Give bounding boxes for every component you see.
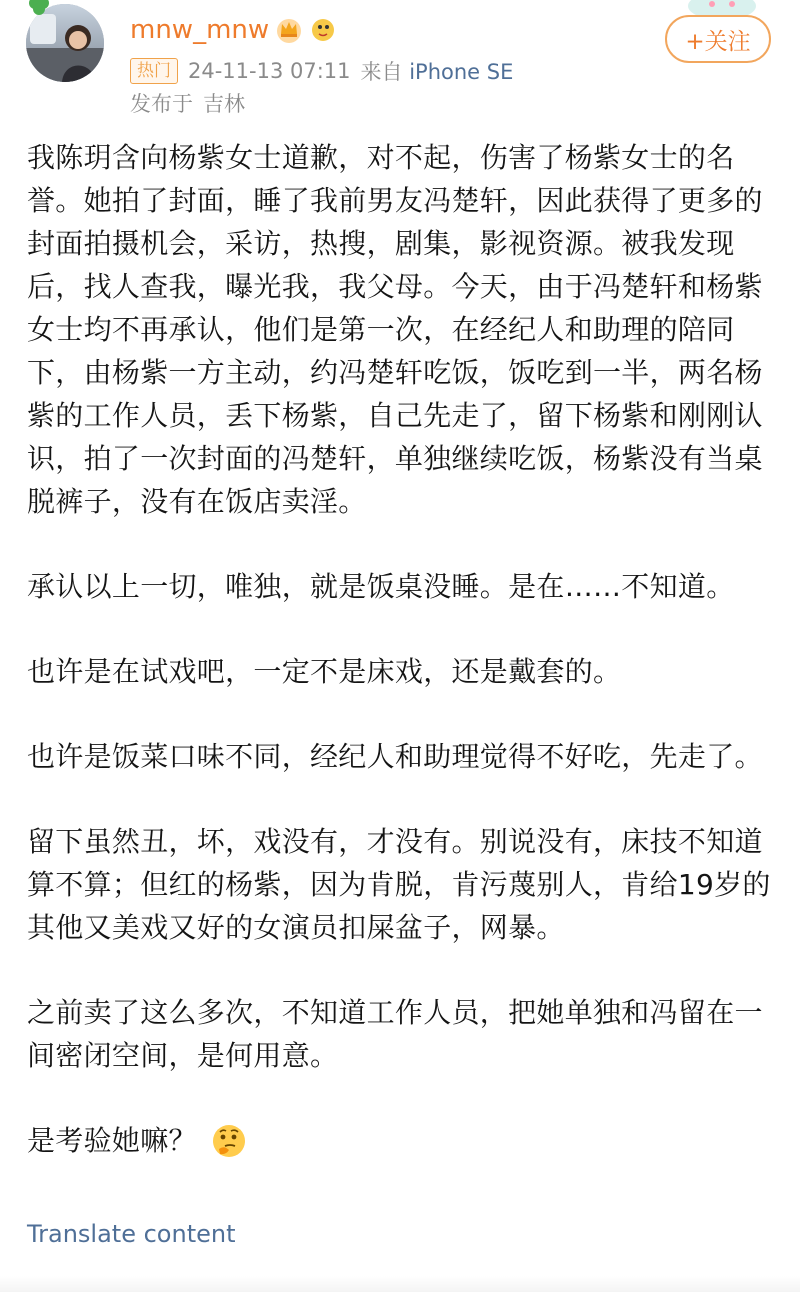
- translate-content-link[interactable]: Translate content: [27, 1220, 236, 1248]
- post-paragraph: 承认以上一切，唯独，就是饭桌没睡。是在……不知道。: [27, 570, 735, 603]
- post-paragraph: 也许是饭菜口味不同，经纪人和助理觉得不好吃，先走了。: [27, 740, 763, 773]
- username-row: [130, 12, 337, 48]
- clover-icon: [26, 0, 52, 18]
- post-paragraph: 我陈玥含向杨紫女士道歉，对不起，伤害了杨紫女士的名誉。她拍了封面，睡了我前男友冯楚轩，因此获得了更多的封面拍摄机会，采访，热搜，剧集，影视资源。被我发现后，找人查我，曝光我，我父母。今天，由于冯楚轩和杨紫女士均不再承认，他们是第一次，在经纪人和助理的陪同下，由杨紫一方主动，约冯楚轩吃饭，饭吃到一半，两名杨紫的工作人员，丢下杨紫，自己先走了，留下杨紫和刚刚认识，拍了一次封面的冯楚轩，单独继续吃饭，杨紫没有当桌脱裤子，没有在饭店卖淫。: [27, 141, 763, 518]
- post-paragraph-last: [27, 1119, 773, 1162]
- bottom-divider: [0, 1276, 800, 1292]
- post-time: 24-11-13 07:11: [188, 59, 351, 83]
- post-last-line: 是考验她嘛？: [27, 1124, 197, 1157]
- source-prefix: 来自: [360, 60, 403, 84]
- username[interactable]: mnw_mnw: [130, 15, 270, 45]
- post-paragraph: 留下虽然丑，坏，戏没有，才没有。别说没有，床技不知道算不算；但红的杨紫，因为肯脱，肯污蔑别人，肯给19岁的其他又美戏又好的女演员扣屎盆子，网暴。: [27, 825, 771, 944]
- post-location: [130, 88, 245, 118]
- location-prefix: 发布于: [130, 92, 193, 116]
- location-name: 吉林: [203, 92, 245, 116]
- post-meta: [130, 56, 513, 86]
- device-link[interactable]: iPhone SE: [409, 60, 514, 84]
- pufferfish-badge-icon: [309, 16, 337, 44]
- thinking-face-emoji-icon: [211, 1123, 247, 1159]
- post-paragraph: 也许是在试戏吧，一定不是床戏，还是戴套的。: [27, 655, 622, 688]
- post-content: [27, 136, 773, 1162]
- follow-button[interactable]: +关注: [665, 15, 771, 63]
- crown-badge-icon: [275, 16, 303, 44]
- hot-badge: 热门: [130, 58, 178, 84]
- post-paragraph: 之前卖了这么多次，不知道工作人员，把她单独和冯留在一间密闭空间，是何用意。: [27, 996, 763, 1072]
